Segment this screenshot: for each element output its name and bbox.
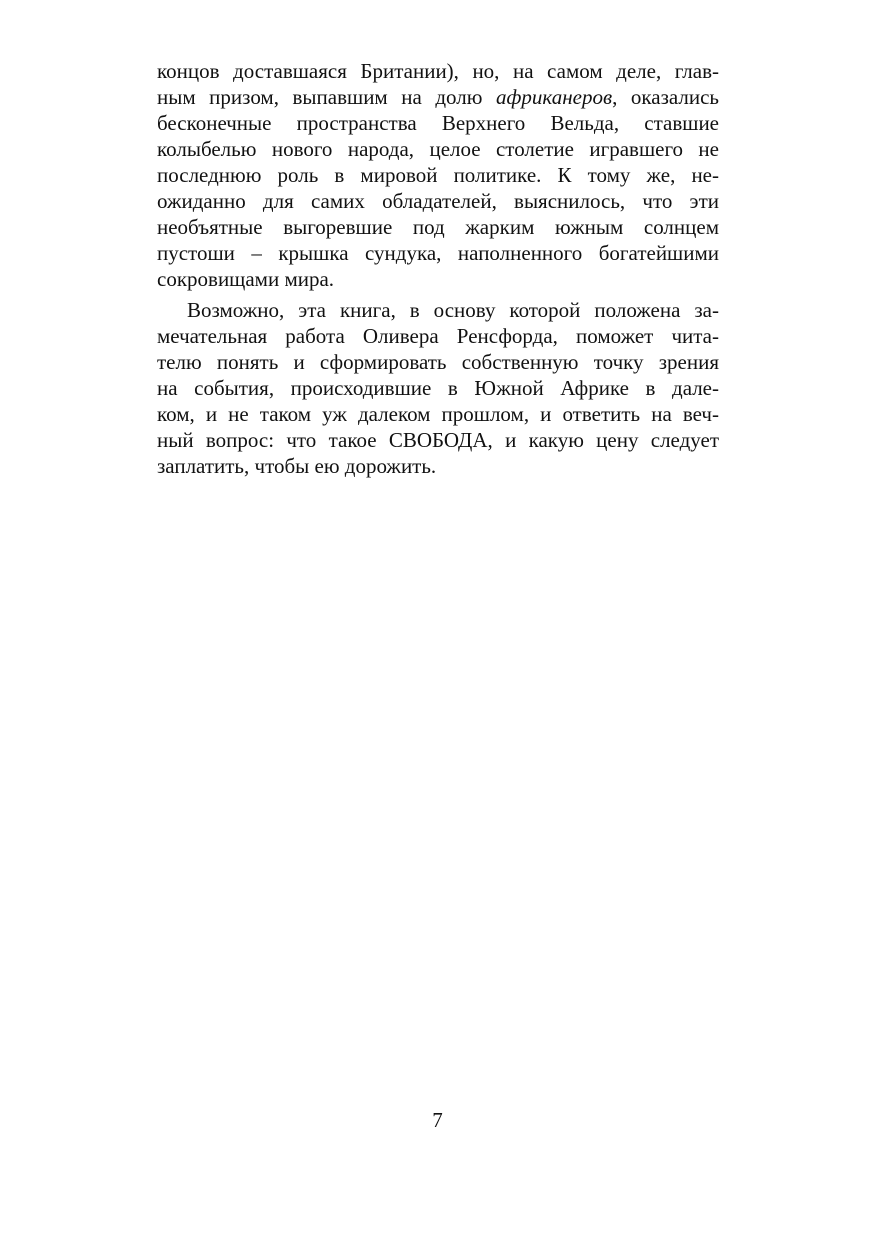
text-line: пустоши – крышка сундука, наполненного богатейшими <box>157 241 719 265</box>
text-run: ным призом, выпавшим на долю <box>157 85 496 109</box>
text-line: последнюю роль в мировой политике. К тому же, не- <box>157 163 719 187</box>
italic-term: африканеров <box>496 85 613 109</box>
text-line: ком, и не таком уж далеком прошлом, и ответить на веч- <box>157 402 719 426</box>
text-line: бесконечные пространства Верхнего Вельда, ставшие <box>157 111 719 135</box>
text-line <box>157 84 719 110</box>
text-line: телю понять и сформировать собственную точку зрения <box>157 350 719 374</box>
page-number: 7 <box>432 1108 443 1132</box>
text-line: сокровищами мира. <box>157 267 335 291</box>
text-line: на события, происходившие в Южной Африке в дале- <box>157 376 719 400</box>
text-line: мечательная работа Оливера Ренсфорда, поможет чита- <box>157 324 719 348</box>
text-line: колыбелью нового народа, целое столетие игравшего не <box>157 137 719 161</box>
text-line: ный вопрос: что такое СВОБОДА, и какую цену следует <box>157 428 719 452</box>
paragraph-2 <box>157 297 719 479</box>
text-line: необъятные выгоревшие под жарким южным солнцем <box>157 215 719 239</box>
text-run: , оказались <box>612 85 719 109</box>
body-text <box>157 58 719 479</box>
paragraph-1 <box>157 58 719 292</box>
text-line: ожиданно для самих обладателей, выяснилось, что эти <box>157 189 719 213</box>
text-line: Возможно, эта книга, в основу которой положена за- <box>187 298 719 322</box>
text-line: заплатить, чтобы ею дорожить. <box>157 454 437 478</box>
text-line: концов доставшаяся Британии), но, на самом деле, глав- <box>157 59 719 83</box>
